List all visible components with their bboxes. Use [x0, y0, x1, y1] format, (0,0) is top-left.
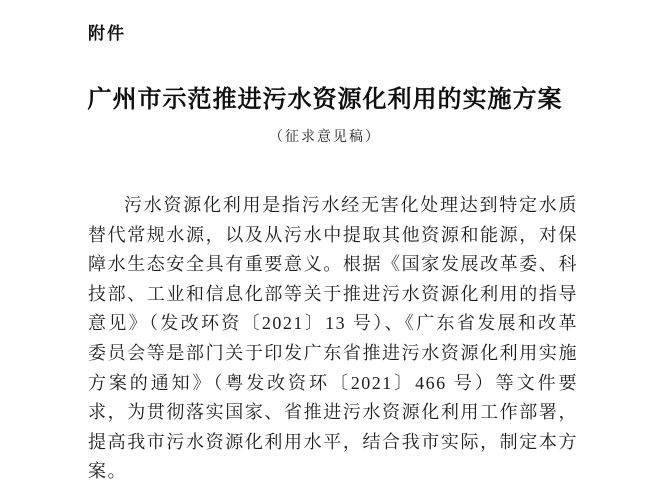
document-title: 广州市示范推进污水资源化利用的实施方案: [87, 87, 563, 113]
body-paragraph: 污水资源化利用是指污水经无害化处理达到特定水质替代常规水源，以及从污水中提取其他资源和能源，对保障水生态安全具有重要意义。根据《国家发展改革委、科技部、工业和信息化部等关于推进污水资源化利用的指导意见》（发改环资〔2021〕13 号）、《广东省发展和改革委员会等是部门关于印发广东省推进污水资源化利用实施方案的通知》（粤发改资环〔2021〕466 号）等文件要求，为贯彻落实国家、省推进污水资源化利用工作部署，提高我市污水资源化利用水平，结合我市实际，制定本方案。: [88, 195, 578, 482]
attachment-label: 附件: [88, 24, 126, 43]
document-subtitle: （征求意见稿）: [269, 130, 381, 145]
